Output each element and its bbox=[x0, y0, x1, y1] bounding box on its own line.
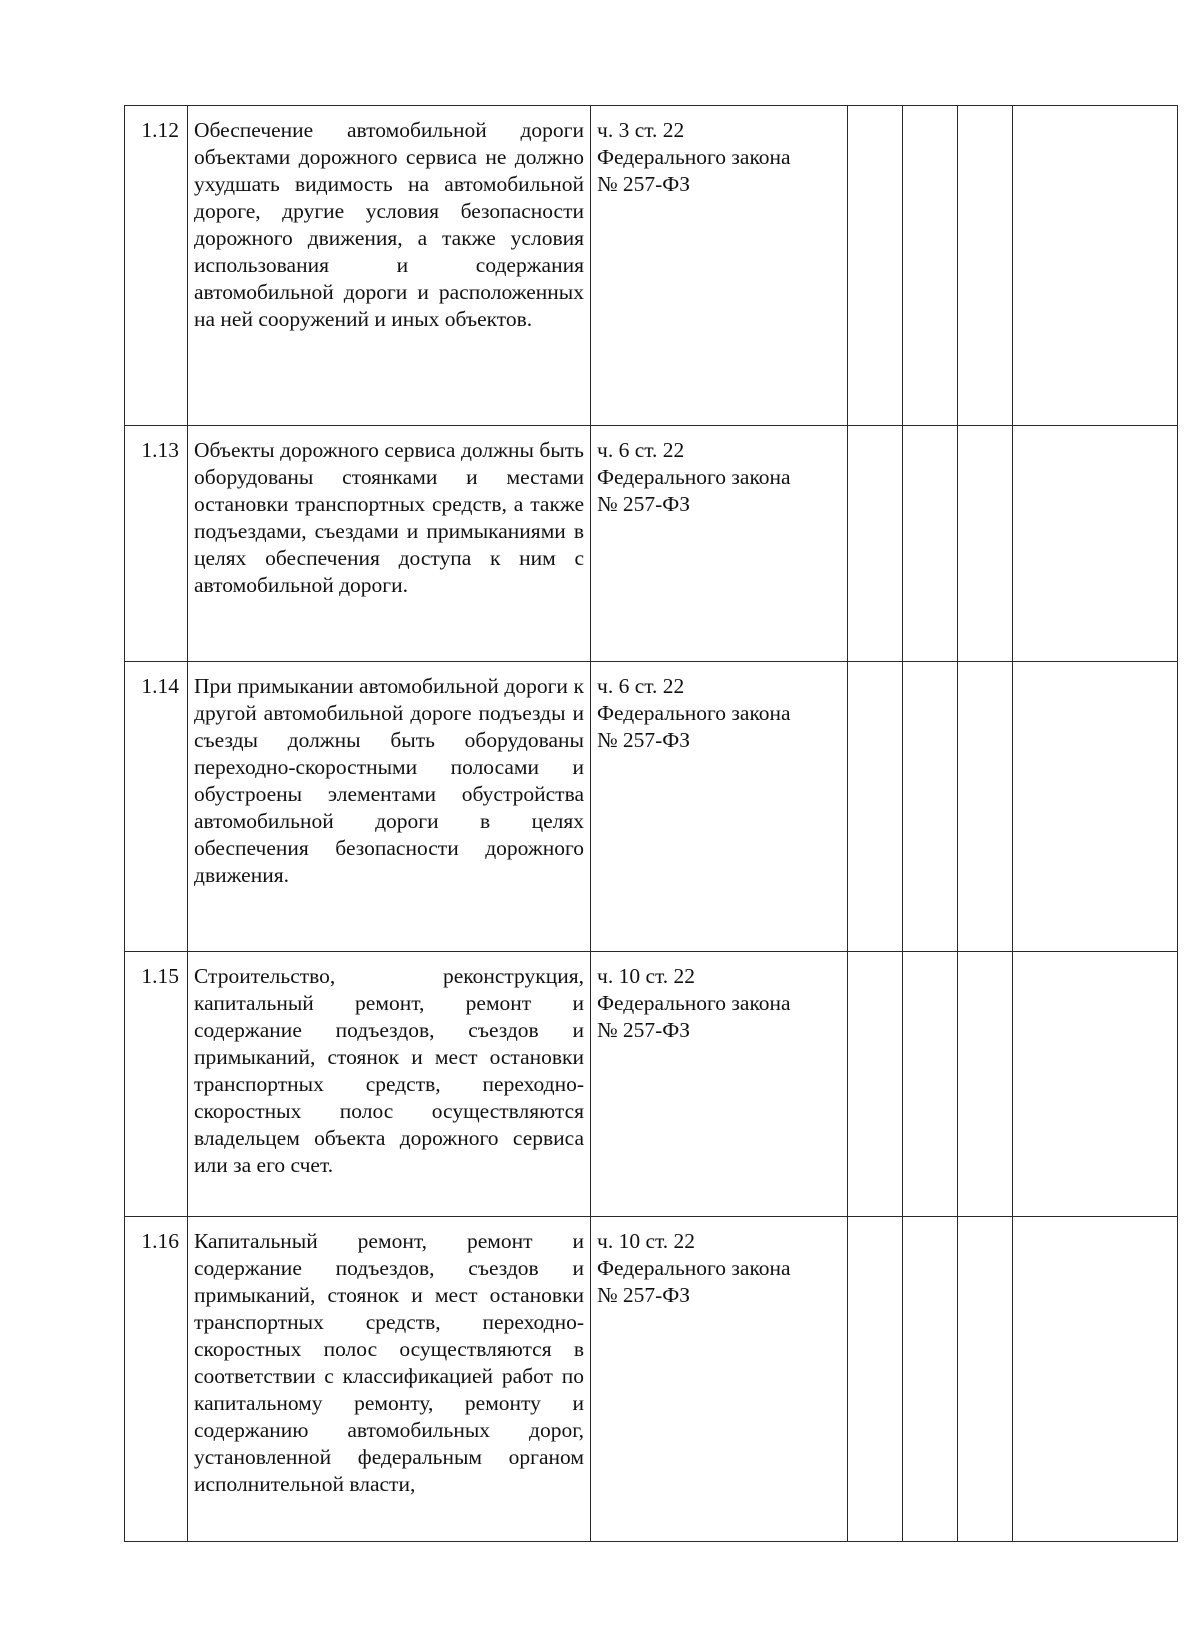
reference-law: Федерального закона bbox=[597, 701, 791, 725]
reference-law-number: № 257-ФЗ bbox=[597, 1018, 691, 1042]
notes-cell bbox=[1013, 952, 1178, 1217]
table-row bbox=[125, 952, 1178, 1217]
requirement-text: Строительство, реконструкция, капитальный ремонт, ремонт и содержание подъездов, съездов и примыканий, стоянок и мест остановки транспортных средств, переходно-скоростных полос осуществляются владельцем объекта дорожного сервиса или за его счет. bbox=[194, 964, 584, 1177]
reference-law-number: № 257-ФЗ bbox=[597, 172, 691, 196]
answer-cell-no bbox=[903, 662, 958, 952]
item-number-cell bbox=[125, 106, 188, 426]
item-number: 1.13 bbox=[141, 438, 179, 462]
item-number-cell bbox=[125, 426, 188, 662]
item-number: 1.14 bbox=[141, 674, 179, 698]
reference-law: Федерального закона bbox=[597, 145, 791, 169]
answer-cell-yes bbox=[848, 1217, 903, 1542]
item-number-cell bbox=[125, 662, 188, 952]
reference-part: ч. 10 ст. 22 bbox=[597, 964, 696, 988]
reference-part: ч. 6 ст. 22 bbox=[597, 438, 685, 462]
item-number: 1.12 bbox=[141, 118, 179, 142]
reference-law-number: № 257-ФЗ bbox=[597, 1283, 691, 1307]
table-row bbox=[125, 426, 1178, 662]
reference-law-number: № 257-ФЗ bbox=[597, 728, 691, 752]
requirement-text: Объекты дорожного сервиса должны быть оборудованы стоянками и местами остановки транспортных средств, а также подъездами, съездами и примыканиями в целях обеспечения доступа к ним с автомобильной дороги. bbox=[194, 438, 584, 597]
notes-cell bbox=[1013, 426, 1178, 662]
legal-reference-cell bbox=[591, 106, 848, 426]
checklist-table bbox=[124, 105, 1178, 1542]
answer-cell-no bbox=[903, 1217, 958, 1542]
legal-reference-cell bbox=[591, 662, 848, 952]
reference-law: Федерального закона bbox=[597, 991, 791, 1015]
requirement-cell bbox=[188, 662, 591, 952]
reference-law-number: № 257-ФЗ bbox=[597, 492, 691, 516]
answer-cell-yes bbox=[848, 662, 903, 952]
reference-part: ч. 6 ст. 22 bbox=[597, 674, 685, 698]
requirement-cell bbox=[188, 952, 591, 1217]
answer-cell-na bbox=[958, 662, 1013, 952]
notes-cell bbox=[1013, 662, 1178, 952]
item-number-cell bbox=[125, 952, 188, 1217]
answer-cell-yes bbox=[848, 426, 903, 662]
legal-reference-cell bbox=[591, 426, 848, 662]
requirement-text: При примыкании автомобильной дороги к другой автомобильной дороге подъезды и съезды должны быть оборудованы переходно-скоростными полосами и обустроены элементами обустройства автомобильной дороги в целях обеспечения безопасности дорожного движения. bbox=[194, 674, 584, 887]
notes-cell bbox=[1013, 1217, 1178, 1542]
table-row bbox=[125, 662, 1178, 952]
answer-cell-na bbox=[958, 426, 1013, 662]
answer-cell-na bbox=[958, 952, 1013, 1217]
table-row bbox=[125, 1217, 1178, 1542]
reference-law: Федерального закона bbox=[597, 1256, 791, 1280]
requirement-cell bbox=[188, 1217, 591, 1542]
reference-part: ч. 10 ст. 22 bbox=[597, 1229, 696, 1253]
answer-cell-yes bbox=[848, 952, 903, 1217]
item-number: 1.15 bbox=[141, 964, 179, 988]
answer-cell-na bbox=[958, 1217, 1013, 1542]
table-row bbox=[125, 106, 1178, 426]
notes-cell bbox=[1013, 106, 1178, 426]
item-number-cell bbox=[125, 1217, 188, 1542]
answer-cell-no bbox=[903, 426, 958, 662]
answer-cell-no bbox=[903, 106, 958, 426]
answer-cell-na bbox=[958, 106, 1013, 426]
answer-cell-yes bbox=[848, 106, 903, 426]
legal-reference-cell bbox=[591, 1217, 848, 1542]
requirement-cell bbox=[188, 426, 591, 662]
reference-part: ч. 3 ст. 22 bbox=[597, 118, 685, 142]
reference-law: Федерального закона bbox=[597, 465, 791, 489]
requirement-text: Капитальный ремонт, ремонт и содержание подъездов, съездов и примыканий, стоянок и мест остановки транспортных средств, переходно-скоростных полос осуществляются в соответствии с классификацией работ по капитальному ремонту, ремонту и содержанию автомобильных дорог, установленной федеральным органом исполнительной власти, bbox=[194, 1229, 584, 1496]
item-number: 1.16 bbox=[141, 1229, 179, 1253]
answer-cell-no bbox=[903, 952, 958, 1217]
requirement-cell bbox=[188, 106, 591, 426]
checklist-page bbox=[124, 105, 1174, 1542]
requirement-text: Обеспечение автомобильной дороги объектами дорожного сервиса не должно ухудшать видимость на автомобильной дороге, другие условия безопасности дорожного движения, а также условия использования и содержания автомобильной дороги и расположенных на ней сооружений и иных объектов. bbox=[194, 118, 584, 331]
legal-reference-cell bbox=[591, 952, 848, 1217]
